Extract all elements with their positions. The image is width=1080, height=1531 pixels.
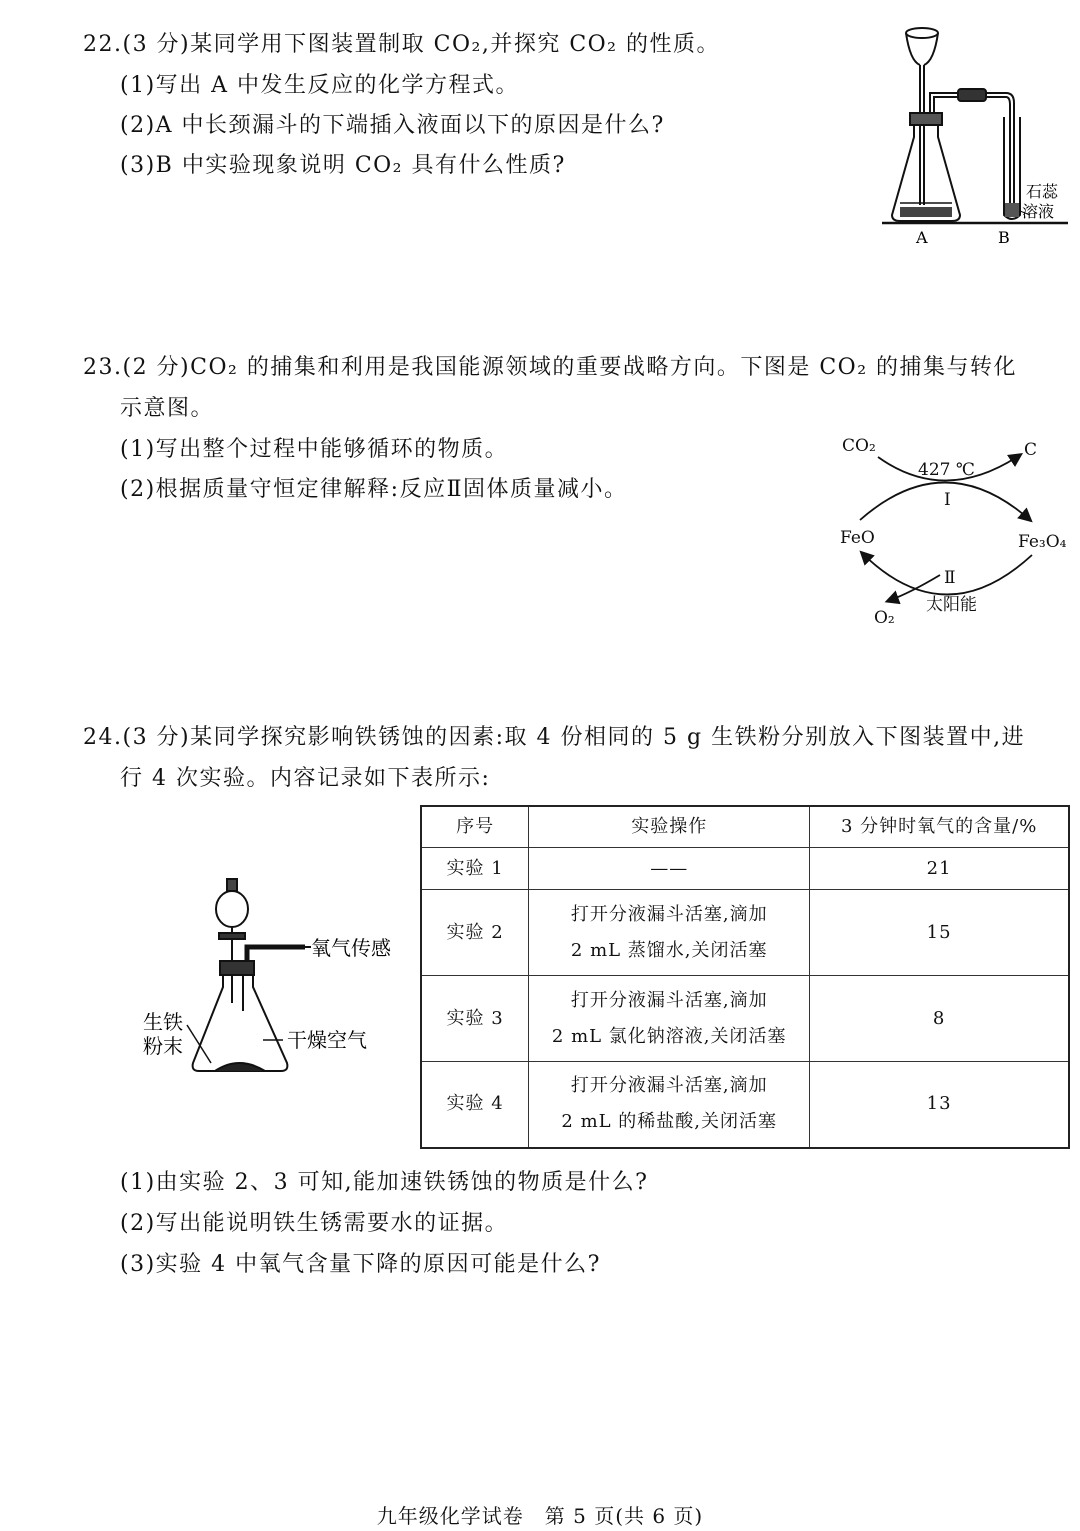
table-cell-value: 15 [810,890,1069,976]
op-line2: 2 mL 蒸馏水,关闭活塞 [570,939,768,961]
table-cell-value: 21 [810,848,1069,890]
q22-stem: 22.(3 分)某同学用下图装置制取 CO₂,并探究 CO₂ 的性质。 [83,32,720,57]
cycle-temp: 427 ℃ [918,460,975,480]
cycle-solar: 太阳能 [926,595,977,615]
fig22-reagent-line1: 石蕊 [1026,182,1059,201]
cycle-c: C [1024,440,1038,460]
q24-part-1: (1)由实验 2、3 可知,能加速铁锈蚀的物质是什么? [120,1170,649,1195]
op-line1: 打开分液漏斗活塞,滴加 [570,1075,768,1097]
fig24-sensor-label: 氧气传感 [311,936,391,960]
table-cell-id: 实验 3 [421,976,529,1062]
cycle-o2: O₂ [874,608,895,628]
table-header: 实验操作 [529,806,810,848]
co2-apparatus-figure [880,25,1070,250]
fig22-reagent-line2: 溶液 [1022,202,1055,221]
cycle-step2: Ⅱ [944,568,956,588]
fig24-dry-air-label: 干燥空气 [287,1028,367,1052]
table-row [421,890,1069,976]
op-line2: 2 mL 的稀盐酸,关闭活塞 [561,1111,778,1133]
table-cell-value: 8 [810,976,1069,1062]
table-cell-op [529,976,810,1062]
page-footer: 九年级化学试卷 第 5 页(共 6 页) [376,1504,704,1528]
co2-cycle-diagram [830,425,1075,640]
table-header: 3 分钟时氧气的含量/% [810,806,1069,848]
fig24-powder-line2: 粉末 [143,1034,183,1058]
table-cell-id: 实验 2 [421,890,529,976]
q24-stem-line2: 行 4 次实验。内容记录如下表所示: [120,766,491,791]
table-cell-op [529,890,810,976]
fig22-label-b: B [998,228,1010,247]
table-cell-value: 13 [810,1062,1069,1148]
q22-part-1: (1)写出 A 中发生反应的化学方程式。 [120,73,520,98]
experiment-table [420,805,1070,1149]
cycle-fe3o4: Fe₃O₄ [1018,532,1067,552]
q24-part-3: (3)实验 4 中氧气含量下降的原因可能是什么? [120,1252,601,1277]
table-cell-op: —— [529,848,810,890]
q23-stem-line1: 23.(2 分)CO₂ 的捕集和利用是我国能源领域的重要战略方向。下图是 CO₂ 的捕集与转化 [83,355,1018,380]
table-row [421,1062,1069,1148]
q23-part-2: (2)根据质量守恒定律解释:反应Ⅱ固体质量减小。 [120,477,628,502]
table-header-row [421,806,1069,848]
q23-stem-line2: 示意图。 [120,396,215,421]
op-line1: 打开分液漏斗活塞,滴加 [570,903,768,925]
q22-part-2: (2)A 中长颈漏斗的下端插入液面以下的原因是什么? [120,113,665,138]
fig22-label-a: A [916,228,928,247]
q23-part-1: (1)写出整个过程中能够循环的物质。 [120,437,509,462]
cycle-co2: CO₂ [842,436,876,456]
q24-stem-line1: 24.(3 分)某同学探究影响铁锈蚀的因素:取 4 份相同的 5 g 生铁粉分别放入下图装置中,进 [83,725,1026,750]
table-cell-op [529,1062,810,1148]
q22-part-3: (3)B 中实验现象说明 CO₂ 具有什么性质? [120,153,566,178]
op-line2: 2 mL 氯化钠溶液,关闭活塞 [551,1025,787,1047]
cycle-step1: Ⅰ [944,490,951,510]
fig24-powder-line1: 生铁 [143,1010,183,1034]
table-cell-id: 实验 4 [421,1062,529,1148]
cycle-feo: FeO [840,528,875,548]
table-header: 序号 [421,806,529,848]
op-line1: 打开分液漏斗活塞,滴加 [570,989,768,1011]
table-cell-id: 实验 1 [421,848,529,890]
q24-part-2: (2)写出能说明铁生锈需要水的证据。 [120,1211,509,1236]
table-row [421,976,1069,1062]
rust-apparatus-figure [135,875,410,1085]
table-row [421,848,1069,890]
